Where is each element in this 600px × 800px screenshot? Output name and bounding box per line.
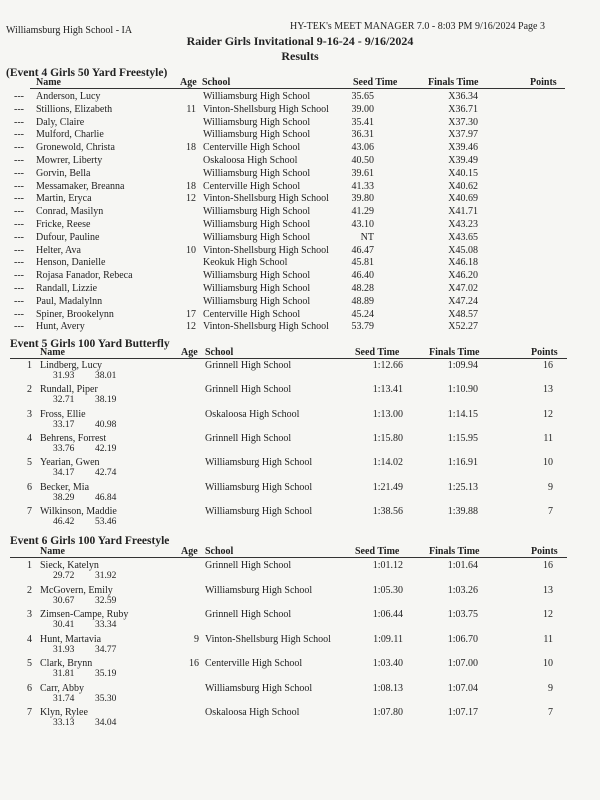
- finals-time: 1:10.90: [447, 384, 478, 396]
- school-name: Centerville High School: [203, 180, 301, 192]
- swimmer-name: Lindberg, Lucy: [40, 360, 103, 371]
- result-row: [0, 245, 600, 258]
- split-times: [0, 669, 200, 681]
- swimmer-name: Martin, Eryca: [36, 193, 92, 205]
- split-2: 31.92: [95, 571, 117, 581]
- seed-time: 39.61: [351, 167, 374, 179]
- finals-time: X37.30: [448, 116, 478, 128]
- col-header-finals-time: Finals Time: [429, 546, 480, 557]
- place: ---: [14, 103, 24, 115]
- swimmer-name: Hunt, Martavia: [40, 633, 102, 645]
- school-name: Oskaloosa High School: [205, 408, 300, 420]
- seed-time: 39.80: [351, 193, 374, 205]
- split-times: [0, 620, 200, 632]
- col-header-points: Points: [531, 347, 558, 358]
- seed-time: 1:05.30: [372, 584, 403, 596]
- result-row: [0, 296, 600, 309]
- school-name: Williamsburg High School: [205, 584, 313, 596]
- points: 10: [543, 658, 553, 669]
- swimmer-name: Helter, Ava: [36, 244, 81, 256]
- split-1: 30.41: [53, 620, 75, 630]
- split-2: 53.46: [95, 516, 117, 527]
- swimmer-name: Dufour, Pauline: [36, 231, 100, 243]
- result-row: [0, 104, 600, 117]
- col-header-school: School: [205, 347, 234, 358]
- school-name: Williamsburg High School: [203, 206, 311, 218]
- school-name: Williamsburg High School: [205, 457, 313, 469]
- result-row: [0, 309, 600, 322]
- school-name: Grinnell High School: [205, 609, 292, 620]
- place: ---: [14, 142, 24, 154]
- seed-time: 45.81: [351, 257, 374, 269]
- school-name: Vinton-Shellsburg High School: [205, 633, 331, 645]
- place: ---: [14, 167, 24, 179]
- finals-time: 1:14.15: [447, 408, 478, 420]
- split-times: [0, 718, 200, 730]
- split-times: [0, 493, 200, 505]
- finals-time: X47.02: [448, 283, 478, 294]
- swimmer-name: Anderson, Lucy: [36, 91, 101, 102]
- age: 17: [186, 308, 196, 320]
- seed-time: 1:08.13: [372, 682, 403, 694]
- finals-time: 1:03.75: [447, 609, 478, 620]
- finals-time: 1:16.91: [447, 457, 478, 469]
- place: 6: [27, 682, 32, 694]
- finals-time: 1:15.95: [447, 432, 478, 444]
- split-1: 33.13: [53, 718, 75, 728]
- seed-time: 45.24: [351, 308, 374, 320]
- col-header-name: Name: [40, 546, 65, 557]
- finals-time: X39.46: [448, 142, 478, 154]
- split-2: 38.19: [95, 395, 117, 406]
- place: 3: [27, 609, 32, 620]
- finals-time: X46.20: [448, 270, 478, 282]
- points: 7: [548, 707, 553, 718]
- result-row: [0, 219, 600, 232]
- results-subtitle: Results: [281, 49, 319, 63]
- finals-time: X39.49: [448, 155, 478, 166]
- split-2: 42.19: [95, 443, 117, 454]
- seed-time: 1:14.02: [372, 457, 403, 469]
- split-1: 34.17: [53, 468, 75, 479]
- place: ---: [14, 219, 24, 230]
- swimmer-name: Henson, Danielle: [36, 257, 106, 269]
- col-header-seed-time: Seed Time: [355, 347, 400, 358]
- swimmer-name: Randall, Lizzie: [36, 283, 98, 294]
- result-row: [0, 117, 600, 130]
- school-name: Williamsburg High School: [203, 231, 311, 243]
- seed-time: 1:15.80: [372, 432, 403, 444]
- split-1: 46.42: [53, 516, 75, 527]
- split-times: [0, 468, 200, 480]
- points: 10: [543, 457, 553, 469]
- seed-time: 35.65: [351, 91, 374, 102]
- school-name: Oskaloosa High School: [205, 707, 300, 718]
- split-2: 46.84: [95, 492, 117, 503]
- col-header-age: Age: [180, 77, 197, 88]
- school-name: Williamsburg High School: [203, 219, 311, 230]
- seed-time: 48.89: [351, 295, 374, 307]
- place: 5: [27, 457, 32, 469]
- points: 11: [543, 633, 553, 645]
- col-header-finals-time: Finals Time: [428, 77, 479, 88]
- col-header-seed-time: Seed Time: [355, 546, 400, 557]
- split-1: 30.67: [53, 595, 75, 606]
- seed-time: 1:13.41: [372, 384, 403, 396]
- seed-time: 35.41: [351, 116, 374, 128]
- place: ---: [14, 193, 24, 205]
- age: 18: [186, 142, 196, 154]
- finals-time: X40.69: [448, 193, 478, 205]
- split-2: 38.01: [95, 371, 117, 381]
- points: 16: [543, 560, 553, 571]
- split-2: 34.77: [95, 644, 117, 655]
- split-times: [0, 596, 200, 608]
- place: 3: [27, 408, 32, 420]
- finals-time: X45.08: [448, 244, 478, 256]
- swimmer-name: Gorvin, Bella: [36, 167, 91, 179]
- place: ---: [14, 308, 24, 320]
- age: 18: [186, 180, 196, 192]
- split-times: [0, 517, 200, 529]
- finals-time: 1:03.26: [447, 584, 478, 596]
- result-row: [0, 91, 600, 104]
- seed-time: 1:07.80: [372, 707, 403, 718]
- swimmer-name: Klyn, Rylee: [40, 707, 88, 718]
- split-times: [0, 444, 200, 456]
- place: 2: [27, 384, 32, 396]
- swimmer-name: Zimsen-Campe, Ruby: [40, 609, 129, 620]
- finals-time: X40.62: [448, 180, 478, 192]
- finals-time: 1:06.70: [447, 633, 478, 645]
- split-2: 33.34: [95, 620, 117, 630]
- event-title: Event 6 Girls 100 Yard Freestyle: [10, 535, 170, 547]
- finals-time: X43.65: [448, 231, 478, 243]
- school-name: Williamsburg High School: [203, 295, 311, 307]
- school-name: Williamsburg High School: [205, 481, 313, 493]
- header-rule: [10, 358, 567, 359]
- school-name: Oskaloosa High School: [203, 155, 298, 166]
- place: 4: [27, 633, 32, 645]
- split-2: 32.59: [95, 595, 117, 606]
- swimmer-name: Clark, Brynn: [40, 658, 93, 669]
- finals-time: 1:01.64: [447, 560, 478, 571]
- age: 12: [186, 193, 196, 205]
- school-header: Williamsburg High School - IA: [6, 25, 133, 36]
- school-name: Keokuk High School: [203, 257, 288, 269]
- swimmer-name: Conrad, Masilyn: [36, 206, 104, 218]
- col-header-finals-time: Finals Time: [429, 347, 480, 358]
- result-row: [0, 270, 600, 283]
- seed-time: 43.06: [351, 142, 374, 154]
- place: 2: [27, 584, 32, 596]
- seed-time: 1:03.40: [372, 658, 403, 669]
- school-name: Grinnell High School: [205, 360, 292, 371]
- col-header-seed-time: Seed Time: [353, 77, 398, 88]
- swimmer-name: Rundall, Piper: [40, 384, 98, 396]
- school-name: Centerville High School: [203, 142, 301, 154]
- col-header-age: Age: [181, 546, 198, 557]
- school-name: Grinnell High School: [205, 432, 292, 444]
- points: 9: [548, 682, 553, 694]
- seed-time: 48.28: [351, 283, 374, 294]
- seed-time: 41.33: [351, 180, 374, 192]
- swimmer-name: Hunt, Avery: [36, 321, 85, 333]
- swimmer-name: Sieck, Katelyn: [40, 560, 99, 571]
- result-row: [0, 321, 600, 334]
- split-times: [0, 571, 200, 583]
- swimmer-name: Becker, Mia: [40, 481, 90, 493]
- seed-time: 1:01.12: [372, 560, 403, 571]
- seed-time: 41.29: [351, 206, 374, 218]
- school-name: Williamsburg High School: [203, 116, 311, 128]
- result-row: [0, 193, 600, 206]
- result-row: [0, 232, 600, 245]
- swimmer-name: Fricke, Reese: [36, 219, 91, 230]
- header-rule: [10, 557, 567, 558]
- school-name: Centerville High School: [205, 658, 303, 669]
- finals-time: X40.15: [448, 167, 478, 179]
- swimmer-name: Rojasa Fanador, Rebeca: [36, 270, 133, 282]
- finals-time: 1:09.94: [447, 360, 478, 371]
- seed-time: 1:06.44: [372, 609, 403, 620]
- col-header-name: Name: [40, 347, 65, 358]
- split-times: [0, 645, 200, 657]
- split-1: 31.74: [53, 693, 75, 704]
- swimmer-name: Messamaker, Breanna: [36, 180, 125, 192]
- swimmer-name: Fross, Ellie: [40, 408, 86, 420]
- place: 1: [27, 360, 32, 371]
- finals-time: X43.23: [448, 219, 478, 230]
- result-row: [0, 129, 600, 142]
- seed-time: 1:38.56: [372, 505, 403, 517]
- seed-time: 1:09.11: [373, 633, 403, 645]
- col-header-points: Points: [530, 77, 557, 88]
- place: ---: [14, 91, 24, 102]
- result-row: [0, 142, 600, 155]
- col-header-points: Points: [531, 546, 558, 557]
- points: 13: [543, 384, 553, 396]
- finals-time: X36.71: [448, 103, 478, 115]
- split-2: 34.04: [95, 718, 117, 728]
- place: ---: [14, 180, 24, 192]
- finals-time: X36.34: [448, 91, 478, 102]
- finals-time: X37.97: [448, 129, 478, 141]
- seed-time: 46.47: [351, 244, 374, 256]
- software-header: HY-TEK's MEET MANAGER 7.0 - 8:03 PM 9/16/2024 Page 3: [290, 21, 545, 32]
- swimmer-name: Behrens, Forrest: [40, 432, 107, 444]
- swimmer-name: McGovern, Emily: [40, 584, 113, 596]
- place: ---: [14, 116, 24, 128]
- col-header-school: School: [202, 77, 231, 88]
- col-header-school: School: [205, 546, 234, 557]
- age: 9: [194, 633, 199, 645]
- split-1: 29.72: [53, 571, 75, 581]
- col-header-age: Age: [181, 347, 198, 358]
- split-1: 33.76: [53, 443, 75, 454]
- place: ---: [14, 244, 24, 256]
- swimmer-name: Daly, Claire: [36, 116, 85, 128]
- place: ---: [14, 257, 24, 269]
- result-row: [0, 257, 600, 270]
- seed-time: NT: [360, 231, 374, 243]
- place: ---: [14, 155, 24, 166]
- place: ---: [14, 321, 24, 333]
- school-name: Vinton-Shellsburg High School: [203, 193, 329, 205]
- finals-time: X48.57: [448, 308, 478, 320]
- place: 7: [27, 505, 32, 517]
- place: 7: [27, 707, 32, 718]
- seed-time: 1:21.49: [372, 481, 403, 493]
- place: 6: [27, 481, 32, 493]
- seed-time: 53.79: [351, 321, 374, 333]
- swimmer-name: Stillions, Elizabeth: [36, 103, 113, 115]
- school-name: Williamsburg High School: [205, 505, 313, 517]
- swimmer-name: Yearian, Gwen: [40, 457, 100, 469]
- place: ---: [14, 270, 24, 282]
- seed-time: 1:13.00: [372, 408, 403, 420]
- split-2: 35.30: [95, 693, 117, 704]
- school-name: Vinton-Shellsburg High School: [203, 244, 329, 256]
- seed-time: 39.00: [351, 103, 374, 115]
- result-row: [0, 206, 600, 219]
- finals-time: X52.27: [448, 321, 478, 333]
- finals-time: X47.24: [448, 295, 478, 307]
- swimmer-name: Gronewold, Christa: [36, 142, 115, 154]
- split-1: 31.81: [53, 669, 75, 679]
- school-name: Centerville High School: [203, 308, 301, 320]
- seed-time: 36.31: [351, 129, 374, 141]
- split-1: 32.71: [53, 395, 75, 406]
- finals-time: 1:07.00: [447, 658, 478, 669]
- place: ---: [14, 231, 24, 243]
- finals-time: 1:39.88: [447, 505, 478, 517]
- points: 7: [548, 505, 553, 517]
- school-name: Williamsburg High School: [203, 91, 311, 102]
- place: ---: [14, 283, 24, 294]
- finals-time: 1:07.04: [447, 682, 478, 694]
- swimmer-name: Wilkinson, Maddie: [40, 505, 117, 517]
- swimmer-name: Mowrer, Liberty: [36, 155, 103, 166]
- event-title: Event 5 Girls 100 Yard Butterfly: [10, 338, 170, 350]
- finals-time: 1:07.17: [447, 707, 478, 718]
- place: ---: [14, 295, 24, 307]
- place: 4: [27, 432, 32, 444]
- points: 11: [543, 432, 553, 444]
- col-header-name: Name: [36, 77, 61, 88]
- school-name: Williamsburg High School: [205, 682, 313, 694]
- split-2: 35.19: [95, 669, 117, 679]
- points: 16: [543, 360, 553, 371]
- split-1: 31.93: [53, 644, 75, 655]
- school-name: Williamsburg High School: [203, 167, 311, 179]
- place: ---: [14, 206, 24, 218]
- event-title: (Event 4 Girls 50 Yard Freestyle): [6, 67, 168, 79]
- split-times: [0, 371, 200, 383]
- meet-title: Raider Girls Invitational 9-16-24 - 9/16/2024: [186, 34, 414, 48]
- age: 12: [186, 321, 196, 333]
- split-times: [0, 694, 200, 706]
- points: 12: [543, 408, 553, 420]
- split-1: 33.17: [53, 419, 75, 430]
- finals-time: X41.71: [448, 206, 478, 218]
- place: ---: [14, 129, 24, 141]
- split-1: 38.29: [53, 492, 75, 503]
- split-2: 40.98: [95, 419, 117, 430]
- school-name: Vinton-Shellsburg High School: [203, 321, 329, 333]
- school-name: Grinnell High School: [205, 384, 292, 396]
- school-name: Williamsburg High School: [203, 283, 311, 294]
- age: 16: [189, 658, 199, 669]
- swimmer-name: Spiner, Brookelynn: [36, 308, 114, 320]
- finals-time: X46.18: [448, 257, 478, 269]
- place: 1: [27, 560, 32, 571]
- header-rule: [30, 88, 565, 89]
- split-1: 31.93: [53, 371, 75, 381]
- points: 12: [543, 609, 553, 620]
- seed-time: 1:12.66: [372, 360, 403, 371]
- result-row: [0, 181, 600, 194]
- school-name: Grinnell High School: [205, 560, 292, 571]
- result-row: [0, 155, 600, 168]
- seed-time: 43.10: [351, 219, 374, 230]
- split-2: 42.74: [95, 468, 117, 479]
- split-times: [0, 395, 200, 407]
- seed-time: 46.40: [351, 270, 374, 282]
- seed-time: 40.50: [351, 155, 374, 166]
- age: 11: [186, 103, 196, 115]
- school-name: Vinton-Shellsburg High School: [203, 103, 329, 115]
- school-name: Williamsburg High School: [203, 270, 311, 282]
- age: 10: [186, 244, 196, 256]
- swimmer-name: Carr, Abby: [40, 682, 85, 694]
- place: 5: [27, 658, 32, 669]
- split-times: [0, 420, 200, 432]
- finals-time: 1:25.13: [447, 481, 478, 493]
- result-row: [0, 283, 600, 296]
- swimmer-name: Mulford, Charlie: [36, 129, 104, 141]
- points: 9: [548, 481, 553, 493]
- result-row: [0, 168, 600, 181]
- school-name: Williamsburg High School: [203, 129, 311, 141]
- swimmer-name: Paul, Madalylnn: [36, 295, 103, 307]
- points: 13: [543, 584, 553, 596]
